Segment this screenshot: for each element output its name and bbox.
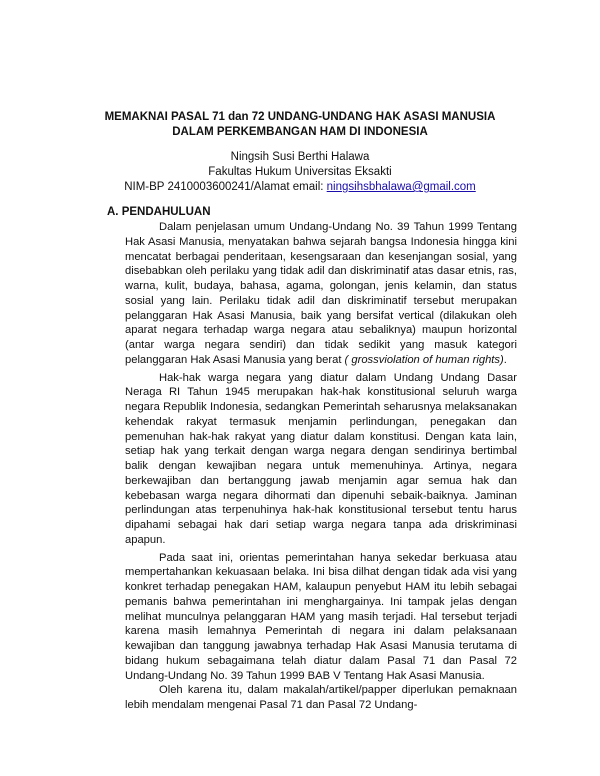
author-faculty: Fakultas Hukum Universitas Eksakti <box>208 166 392 178</box>
document-title <box>80 110 520 140</box>
author-nim: NIM-BP 2410003600241/Alamat email: <box>124 181 327 193</box>
section-heading: A. PENDAHULUAN <box>107 206 211 218</box>
paragraph-1-end: . <box>503 353 507 366</box>
author-block <box>80 150 520 195</box>
paragraph-1-text: Dalam penjelasan umum Undang-Undang No. 39 Tahun 1999 Tentang Hak Asasi Manusia, menyatakan bahwa sejarah bangsa Indonesia hingga kini mencatat berbagai penderitaan, kesengsaraan dan kesenjangan sosial, yang disebabkan oleh perilaku yang tidak adil dan diskriminatif atas dasar etnis, ras, warna, kulit, budaya, bahasa, agama, golongan, jenis kelamin, dan status sosial yang lain. Perilaku tidak adil dan diskriminatif tersebut merupakan pelanggaran Hak Asasi Manusia, baik yang bersifat vertical (dilakukan oleh aparat negara terhadap warga negara atau sebaliknya) maupun horizontal (antar warga negara sendiri) dan tidak sedikit yang masuk kategori pelanggaran Hak Asasi Manusia yang berat <box>125 221 517 366</box>
paragraph-1-term: ( grossviolation of human rights) <box>344 353 504 366</box>
paragraph-4: Oleh karena itu, dalam makalah/artikel/papper diperlukan pemaknaan lebih mendalam mengenai Pasal 71 dan Pasal 72 Undang- <box>125 684 517 711</box>
title-line-1: MEMAKNAI PASAL 71 dan 72 UNDANG-UNDANG HAK ASASI MANUSIA <box>104 111 496 123</box>
author-email-link[interactable]: ningsihsbhalawa@gmail.com <box>326 181 476 193</box>
author-contact <box>80 180 520 195</box>
title-line-2: DALAM PERKEMBANGAN HAM DI INDONESIA <box>172 126 428 138</box>
paragraph-1 <box>125 220 517 368</box>
paragraph-3: Pada saat ini, orientas pemerintahan hanya sekedar berkuasa atau mempertahankan kekuasaan belaka. Ini bisa dilhat dengan tidak ada visi yang konkret terhadap penegakan HAM, kalaupun penyebut HAM itu lebih sebagai pemanis bahwa pemerintahan ini menghargainya. Ini tampak jelas dengan melihat munculnya pelanggaran HAM yang masih terjadi. Hal tersebut terjadi karena masih lemahnya Pemerintah di negara ini dalam pelaksanaan kewajiban dan tanggung jawabnya terhadap Hak Asasi Manusia terutama di bidang hukum sebagaimana telah diatur dalam Pasal 71 dan Pasal 72 Undang-Undang No. 39 Tahun 1999 BAB V Tentang Hak Asasi Manusia. <box>125 551 517 682</box>
author-name: Ningsih Susi Berthi Halawa <box>230 151 370 163</box>
document-body <box>125 220 517 713</box>
paragraph-2: Hak-hak warga negara yang diatur dalam Undang Undang Dasar Neraga RI Tahun 1945 merupakan hak-hak konstitusional seluruh warga negara Republik Indonesia, sedangkan Pemerintah seharusnya melaksanakan kehendak rakyat termasuk menjamin perlindungan, penegakan dan pemenuhan hak-hak rakyat yang diatur dalam konstitusi. Dengan kata lain, setiap hak yang terkait dengan warga negara dengan sendirinya bertimbal balik dengan kewajiban negara untuk memenuhinya. Artinya, negara berkewajiban dan bertanggung jawab menjamin agar semua hak dan kebebasan warga negara dihormati dan dipenuhi sebaik-baiknya. Jaminan perlindungan atas terpenuhinya hak-hak konstitusional tersebut tentu harus dipahami sebagai hak dari setiap warga negara tanpa ada driskriminasi apapun. <box>125 371 517 546</box>
